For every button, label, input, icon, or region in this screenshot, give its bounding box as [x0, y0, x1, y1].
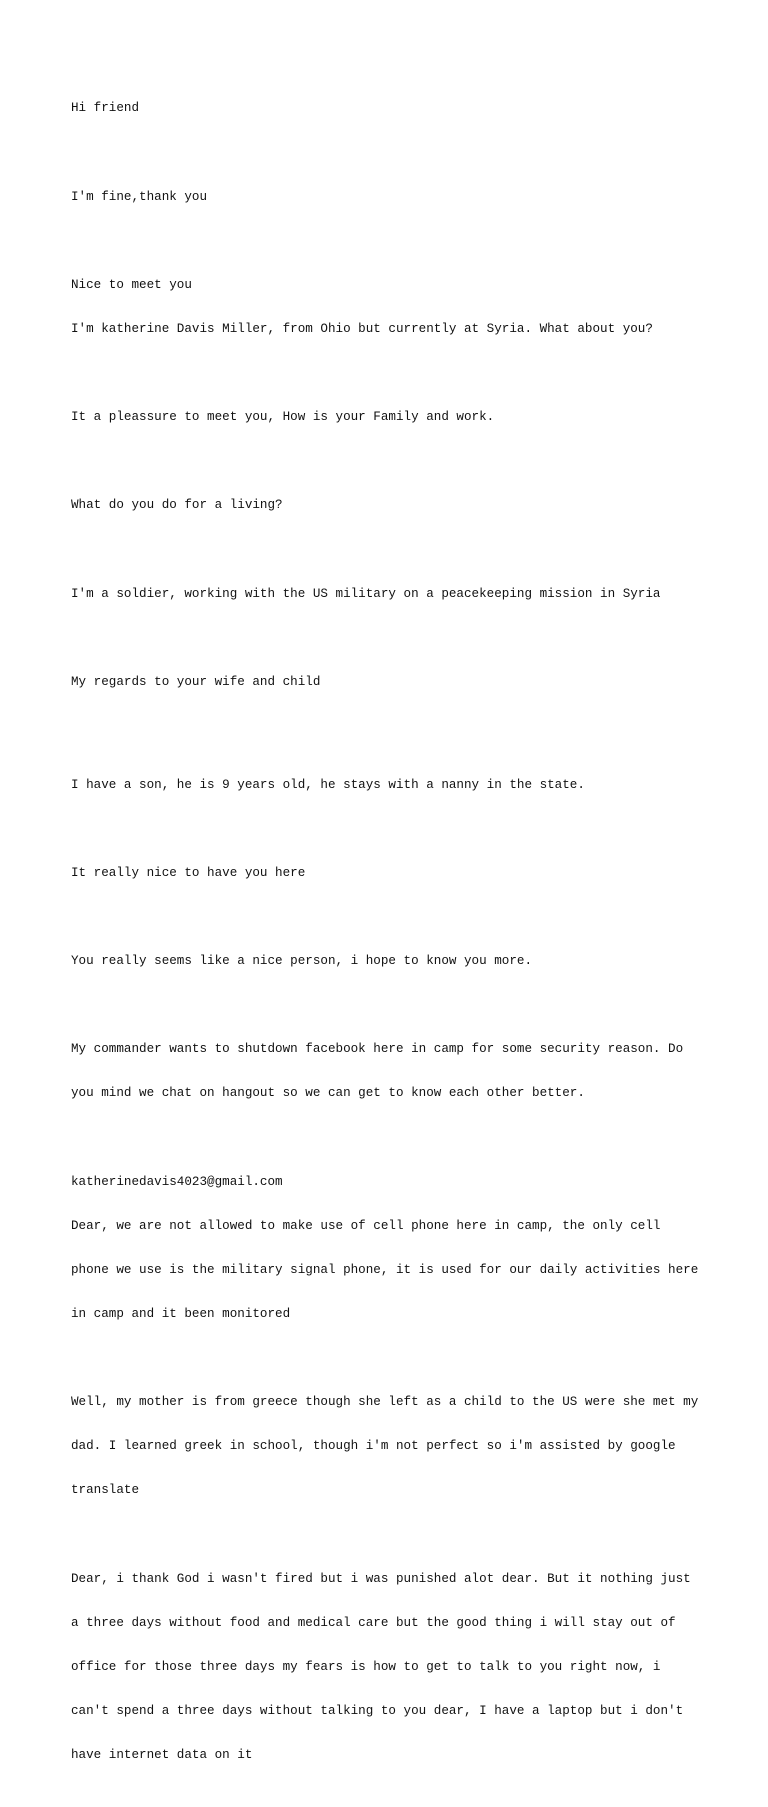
text-line: It really nice to have you here: [71, 865, 306, 880]
text-line: It a pleassure to meet you, How is your Family and work.: [71, 410, 495, 425]
text-line: Dear, we are not allowed to make use of cell phone here in camp, the only cell: [71, 1218, 661, 1233]
text-line: Hi friend: [71, 101, 140, 116]
paragraph-question-living: [71, 469, 711, 543]
paragraph-son: [71, 748, 711, 822]
paragraph-introduction: [71, 248, 711, 366]
text-line: My commander wants to shutdown facebook here in camp for some security reason. Do: [71, 1042, 684, 1057]
text-line: You really seems like a nice person, i hope to know you more.: [71, 954, 533, 969]
text-line: I'm fine,thank you: [71, 189, 208, 204]
text-line: Well, my mother is from greece though she left as a child to the US were she met my: [71, 1395, 699, 1410]
text-line: in camp and it been monitored: [71, 1306, 291, 1321]
text-line: I'm katherine Davis Miller, from Ohio but currently at Syria. What about you?: [71, 321, 653, 336]
text-line: have internet data on it: [71, 1747, 253, 1762]
text-line: dad. I learned greek in school, though i'm not perfect so i'm assisted by google: [71, 1439, 676, 1454]
text-line: office for those three days my fears is how to get to talk to you right now, i: [71, 1659, 661, 1674]
text-line: My regards to your wife and child: [71, 674, 321, 689]
text-line: What do you do for a living?: [71, 498, 283, 513]
text-line: Nice to meet you: [71, 277, 192, 292]
paragraph-greece: [71, 1366, 711, 1528]
blank-spacer: [71, 734, 711, 749]
paragraph-nice-here: [71, 836, 711, 910]
paragraph-commander: [71, 1013, 711, 1131]
email-address: katherinedavis4023@gmail.com: [71, 1174, 283, 1189]
paragraph-soldier: [71, 557, 711, 631]
text-line: I'm a soldier, working with the US military on a peacekeeping mission in Syria: [71, 586, 661, 601]
text-line: a three days without food and medical care but the good thing i will stay out of: [71, 1615, 676, 1630]
text-line: phone we use is the military signal phone, it is used for our daily activities here: [71, 1262, 699, 1277]
text-line: Dear, i thank God i wasn't fired but i was punished alot dear. But it nothing just: [71, 1571, 691, 1586]
paragraph-regards: [71, 645, 711, 719]
paragraph-greeting: [71, 72, 711, 146]
paragraph-punished: [71, 1542, 711, 1792]
text-line: can't spend a three days without talking to you dear, I have a laptop but i don't: [71, 1703, 684, 1718]
text-line: I have a son, he is 9 years old, he stays with a nanny in the state.: [71, 777, 585, 792]
paragraph-email-cellphone: [71, 1145, 711, 1351]
document-body: [71, 72, 711, 1807]
paragraph-nice-person: [71, 925, 711, 999]
text-line: you mind we chat on hangout so we can get to know each other better.: [71, 1086, 585, 1101]
text-line: translate: [71, 1483, 140, 1498]
paragraph-reply-fine: [71, 160, 711, 234]
paragraph-pleasure: [71, 381, 711, 455]
